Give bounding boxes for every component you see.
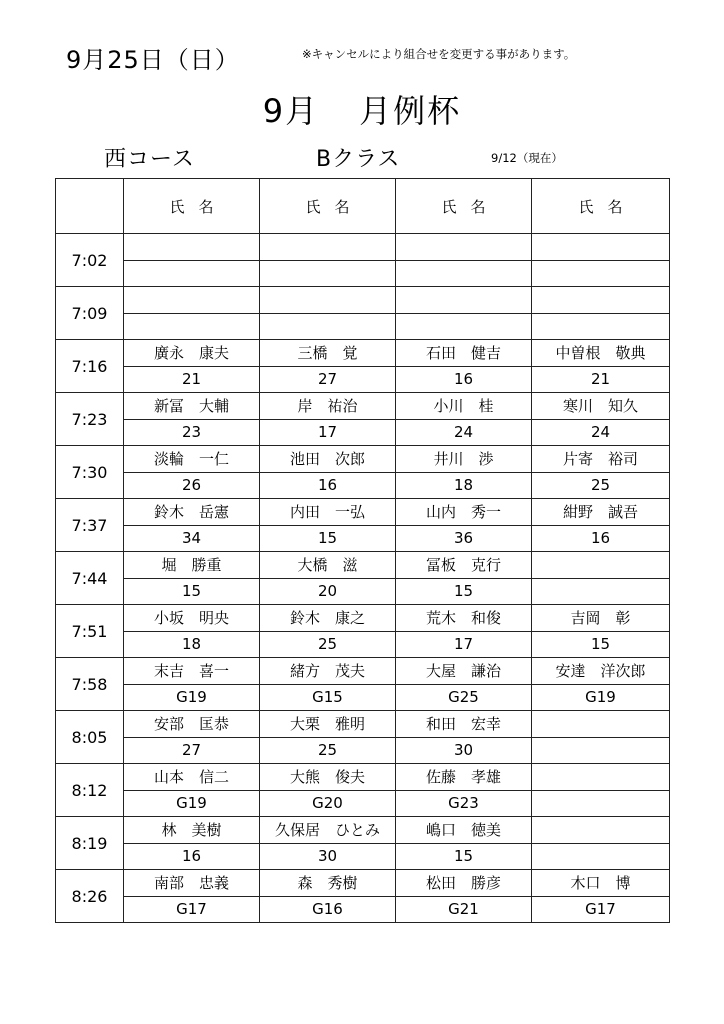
- player-name: [532, 552, 670, 579]
- player-handicap: 27: [260, 366, 396, 393]
- tee-time: 8:19: [56, 817, 124, 870]
- player-name: 廣永 康夫: [124, 340, 260, 367]
- player-handicap: G25: [396, 684, 532, 711]
- tee-time: 8:05: [56, 711, 124, 764]
- player-handicap: 25: [260, 631, 396, 658]
- player-name: 緒方 茂夫: [260, 658, 396, 685]
- table-row-handicaps: [56, 737, 670, 764]
- player-handicap: [396, 260, 532, 287]
- player-name: [124, 234, 260, 261]
- title-name: 月例杯: [359, 92, 462, 130]
- player-handicap: 16: [124, 843, 260, 870]
- player-handicap: [396, 313, 532, 340]
- name-column-header: 氏名: [396, 179, 532, 234]
- player-handicap: 15: [396, 578, 532, 605]
- player-handicap: 15: [260, 525, 396, 552]
- player-name: 冨板 克行: [396, 552, 532, 579]
- table-header-row: [56, 179, 670, 234]
- player-name: 内田 一弘: [260, 499, 396, 526]
- player-handicap: 30: [260, 843, 396, 870]
- table-row-names: [56, 499, 670, 526]
- player-name: 新冨 大輔: [124, 393, 260, 420]
- time-column-header: [56, 179, 124, 234]
- player-handicap: G16: [260, 896, 396, 923]
- table-row-handicaps: [56, 896, 670, 923]
- player-name: 安達 洋次郎: [532, 658, 670, 685]
- player-name: 小坂 明央: [124, 605, 260, 632]
- player-handicap: 36: [396, 525, 532, 552]
- tee-time: 7:58: [56, 658, 124, 711]
- player-handicap: 20: [260, 578, 396, 605]
- event-date: 9月25日（日）: [66, 46, 240, 74]
- player-name: 山本 信二: [124, 764, 260, 791]
- player-name: 荒木 和俊: [396, 605, 532, 632]
- table-row-names: [56, 446, 670, 473]
- player-handicap: 16: [396, 366, 532, 393]
- table-row-handicaps: [56, 260, 670, 287]
- name-column-header: 氏名: [124, 179, 260, 234]
- player-name: 林 美樹: [124, 817, 260, 844]
- player-handicap: 24: [396, 419, 532, 446]
- tee-time: 7:37: [56, 499, 124, 552]
- player-name: 佐藤 孝雄: [396, 764, 532, 791]
- player-handicap: 30: [396, 737, 532, 764]
- pairing-table: [55, 178, 670, 923]
- player-handicap: 15: [532, 631, 670, 658]
- player-name: [532, 287, 670, 314]
- player-name: 大橋 滋: [260, 552, 396, 579]
- table-row-names: [56, 870, 670, 897]
- player-handicap: 34: [124, 525, 260, 552]
- player-handicap: G19: [124, 684, 260, 711]
- tee-time: 7:09: [56, 287, 124, 340]
- table-row-handicaps: [56, 313, 670, 340]
- player-handicap: G15: [260, 684, 396, 711]
- player-name: [532, 764, 670, 791]
- player-name: [124, 287, 260, 314]
- player-name: 松田 勝彦: [396, 870, 532, 897]
- player-handicap: G20: [260, 790, 396, 817]
- player-handicap: 21: [532, 366, 670, 393]
- player-handicap: 16: [260, 472, 396, 499]
- player-handicap: [532, 313, 670, 340]
- player-handicap: 15: [396, 843, 532, 870]
- table-row-names: [56, 817, 670, 844]
- player-handicap: [532, 843, 670, 870]
- table-row-handicaps: [56, 419, 670, 446]
- as-of-date: 9/12（現在）: [491, 151, 563, 165]
- player-name: 岸 祐治: [260, 393, 396, 420]
- player-name: 山内 秀一: [396, 499, 532, 526]
- player-name: 大栗 雅明: [260, 711, 396, 738]
- table-row-handicaps: [56, 366, 670, 393]
- player-handicap: 23: [124, 419, 260, 446]
- player-handicap: G19: [532, 684, 670, 711]
- player-name: 末吉 喜一: [124, 658, 260, 685]
- player-handicap: 17: [396, 631, 532, 658]
- player-handicap: 17: [260, 419, 396, 446]
- player-name: 南部 忠義: [124, 870, 260, 897]
- title-month: 9月: [262, 92, 320, 130]
- player-name: [260, 234, 396, 261]
- player-name: [396, 234, 532, 261]
- table-row-handicaps: [56, 472, 670, 499]
- player-handicap: [532, 737, 670, 764]
- player-handicap: G23: [396, 790, 532, 817]
- table-row-names: [56, 605, 670, 632]
- player-name: [532, 234, 670, 261]
- table-row-names: [56, 658, 670, 685]
- player-name: [532, 711, 670, 738]
- player-handicap: [532, 790, 670, 817]
- table-row-names: [56, 552, 670, 579]
- player-name: 和田 宏幸: [396, 711, 532, 738]
- player-name: 三橋 覚: [260, 340, 396, 367]
- player-name: 木口 博: [532, 870, 670, 897]
- table-row-names: [56, 287, 670, 314]
- player-handicap: 18: [124, 631, 260, 658]
- tee-time: 7:23: [56, 393, 124, 446]
- player-handicap: [532, 260, 670, 287]
- player-name: 大屋 謙治: [396, 658, 532, 685]
- player-handicap: 25: [532, 472, 670, 499]
- tee-time-slots: [56, 234, 670, 923]
- player-handicap: [124, 260, 260, 287]
- class-label: Bクラス: [316, 147, 401, 172]
- player-name: 鈴木 岳憲: [124, 499, 260, 526]
- player-name: 石田 健吉: [396, 340, 532, 367]
- player-handicap: 16: [532, 525, 670, 552]
- player-name: 寒川 知久: [532, 393, 670, 420]
- player-handicap: G19: [124, 790, 260, 817]
- player-name: 堀 勝重: [124, 552, 260, 579]
- player-name: 紺野 誠吾: [532, 499, 670, 526]
- name-column-header: 氏名: [260, 179, 396, 234]
- table-row-names: [56, 764, 670, 791]
- cancellation-notice: ※キャンセルにより組合せを変更する事があります。: [302, 47, 576, 61]
- tee-time: 8:12: [56, 764, 124, 817]
- table-row-handicaps: [56, 578, 670, 605]
- player-handicap: [260, 260, 396, 287]
- table-row-names: [56, 234, 670, 261]
- table-row-handicaps: [56, 631, 670, 658]
- player-name: 池田 次郎: [260, 446, 396, 473]
- player-handicap: 21: [124, 366, 260, 393]
- player-handicap: 18: [396, 472, 532, 499]
- player-handicap: G21: [396, 896, 532, 923]
- player-handicap: G17: [124, 896, 260, 923]
- player-handicap: [532, 578, 670, 605]
- course-label: 西コース: [104, 147, 195, 172]
- tee-time: 7:02: [56, 234, 124, 287]
- name-column-header: 氏名: [532, 179, 670, 234]
- player-name: 淡輪 一仁: [124, 446, 260, 473]
- player-name: 大熊 俊夫: [260, 764, 396, 791]
- tee-time: 8:26: [56, 870, 124, 923]
- table-row-handicaps: [56, 843, 670, 870]
- player-handicap: 15: [124, 578, 260, 605]
- player-handicap: 27: [124, 737, 260, 764]
- player-name: 井川 渉: [396, 446, 532, 473]
- table-row-handicaps: [56, 790, 670, 817]
- player-handicap: [260, 313, 396, 340]
- table-row-handicaps: [56, 684, 670, 711]
- player-name: 片寄 裕司: [532, 446, 670, 473]
- player-handicap: 26: [124, 472, 260, 499]
- table-row-names: [56, 340, 670, 367]
- table-row-handicaps: [56, 525, 670, 552]
- player-name: 安部 匡恭: [124, 711, 260, 738]
- table-row-names: [56, 711, 670, 738]
- player-name: 小川 桂: [396, 393, 532, 420]
- tee-time: 7:51: [56, 605, 124, 658]
- player-name: 嶋口 徳美: [396, 817, 532, 844]
- player-name: [532, 817, 670, 844]
- player-name: 吉岡 彰: [532, 605, 670, 632]
- player-handicap: [124, 313, 260, 340]
- player-handicap: G17: [532, 896, 670, 923]
- player-handicap: 25: [260, 737, 396, 764]
- tee-time: 7:16: [56, 340, 124, 393]
- table-row-names: [56, 393, 670, 420]
- player-name: [396, 287, 532, 314]
- player-name: 中曽根 敬典: [532, 340, 670, 367]
- player-name: 鈴木 康之: [260, 605, 396, 632]
- player-handicap: 24: [532, 419, 670, 446]
- player-name: 森 秀樹: [260, 870, 396, 897]
- player-name: 久保居 ひとみ: [260, 817, 396, 844]
- tee-time: 7:44: [56, 552, 124, 605]
- player-name: [260, 287, 396, 314]
- page-title: [0, 86, 724, 132]
- tee-time: 7:30: [56, 446, 124, 499]
